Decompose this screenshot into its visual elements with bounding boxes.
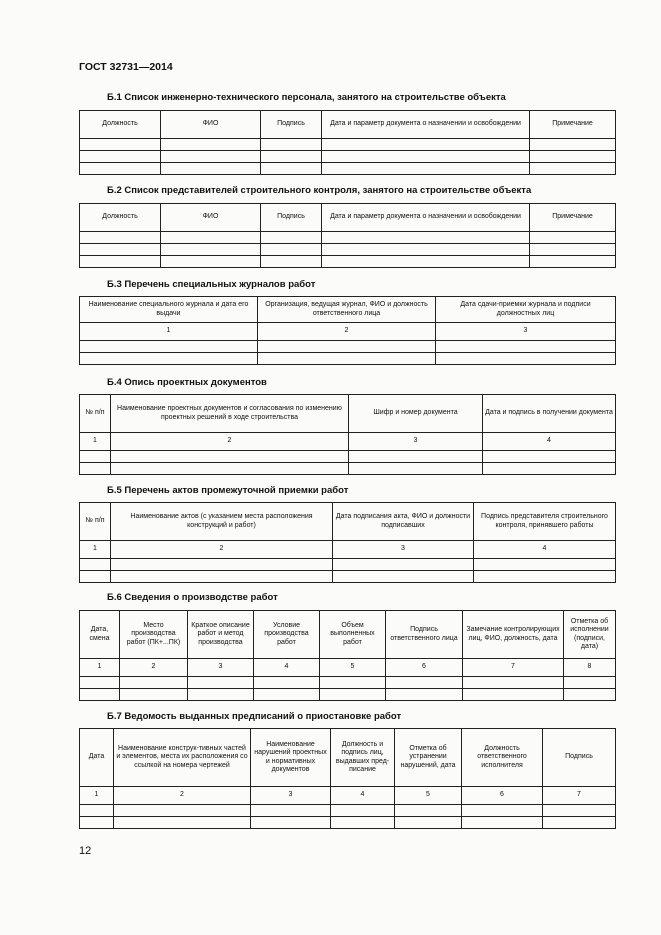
col-header: Подпись [543, 729, 616, 787]
column-number: 4 [254, 659, 320, 677]
column-number: 7 [543, 787, 616, 805]
section-b2-table [79, 203, 616, 268]
table-header-row [80, 111, 616, 139]
section-b6-table [79, 610, 616, 701]
column-number: 1 [80, 323, 258, 341]
col-header: Краткое описание работ и метод производства [188, 611, 254, 659]
col-header: Должность и подпись лиц, выдавших пред-писание [331, 729, 395, 787]
col-header: № п/п [80, 395, 111, 433]
col-header: Примечание [530, 111, 616, 139]
table-row [80, 463, 616, 475]
section-b1-table [79, 110, 616, 175]
col-header: Наименование специального журнала и дата его выдачи [80, 297, 258, 323]
col-header: Дата сдачи-приемки журнала и подписи должностных лиц [436, 297, 616, 323]
col-header: Дата, смена [80, 611, 120, 659]
table-row [80, 151, 616, 163]
table-row [80, 139, 616, 151]
table-header-row [80, 204, 616, 232]
column-number: 6 [386, 659, 463, 677]
col-header: № п/п [80, 503, 111, 541]
col-header: Наименование актов (с указанием места расположения конструкций и работ) [111, 503, 333, 541]
column-number: 2 [120, 659, 188, 677]
column-number: 3 [188, 659, 254, 677]
column-number: 2 [114, 787, 251, 805]
col-header: Наименование нарушений проектных и нормативных документов [251, 729, 331, 787]
col-header: Подпись представителя строительного контроля, принявшего работы [474, 503, 616, 541]
section-b5-table [79, 502, 616, 583]
table-row [80, 559, 616, 571]
column-number-row [80, 787, 616, 805]
column-number-row [80, 323, 616, 341]
column-number: 3 [333, 541, 474, 559]
column-number: 8 [564, 659, 616, 677]
page-number: 12 [79, 845, 92, 857]
column-number: 2 [111, 433, 349, 451]
section-b1-title: Б.1 Список инженерно-технического персонала, занятого на строительстве объекта [107, 92, 506, 103]
column-number: 5 [395, 787, 462, 805]
column-number-row [80, 659, 616, 677]
table-header-row [80, 503, 616, 541]
table-header-row [80, 395, 616, 433]
section-b6-title: Б.6 Сведения о производстве работ [107, 592, 278, 603]
table-row [80, 677, 616, 689]
col-header: Наименование проектных документов и согласования по изменению проектных решений в ходе строительства [111, 395, 349, 433]
column-number: 7 [463, 659, 564, 677]
column-number: 6 [462, 787, 543, 805]
table-row [80, 817, 616, 829]
col-header: Подпись ответственного лица [386, 611, 463, 659]
col-header: Шифр и номер документа [349, 395, 483, 433]
table-row [80, 256, 616, 268]
table-header-row [80, 611, 616, 659]
table-row [80, 232, 616, 244]
col-header: Отметка об устранении нарушений, дата [395, 729, 462, 787]
col-header: Дата и параметр документа о назначении и освобождении [322, 204, 530, 232]
column-number: 3 [251, 787, 331, 805]
column-number: 4 [474, 541, 616, 559]
table-row [80, 341, 616, 353]
column-number-row [80, 433, 616, 451]
col-header: Подпись [261, 111, 322, 139]
section-b5-title: Б.5 Перечень актов промежуточной приемки работ [107, 485, 349, 496]
table-row [80, 244, 616, 256]
col-header: Дата подписания акта, ФИО и должности подписавших [333, 503, 474, 541]
table-row [80, 353, 616, 365]
table-row [80, 451, 616, 463]
section-b2-title: Б.2 Список представителей строительного контроля, занятого на строительстве объекта [107, 185, 532, 196]
column-number: 1 [80, 787, 114, 805]
section-b3-title: Б.3 Перечень специальных журналов работ [107, 279, 316, 290]
column-number-row [80, 541, 616, 559]
section-b4-title: Б.4 Опись проектных документов [107, 377, 267, 388]
col-header: ФИО [161, 111, 261, 139]
col-header: Дата и параметр документа о назначении и освобождении [322, 111, 530, 139]
col-header: Объем выполненных работ [320, 611, 386, 659]
col-header: Подпись [261, 204, 322, 232]
column-number: 2 [111, 541, 333, 559]
table-row [80, 163, 616, 175]
col-header: Место производства работ (ПК+...ПК) [120, 611, 188, 659]
col-header: Должность [80, 204, 161, 232]
column-number: 4 [331, 787, 395, 805]
table-header-row [80, 297, 616, 323]
table-header-row [80, 729, 616, 787]
column-number: 3 [436, 323, 616, 341]
col-header: Должность ответственного исполнителя [462, 729, 543, 787]
column-number: 1 [80, 541, 111, 559]
col-header: Наименование конструк-тивных частей и элементов, места их расположения со ссылкой на номера чертежей [114, 729, 251, 787]
col-header: Замечание контролирующих лиц, ФИО, должность, дата [463, 611, 564, 659]
col-header: Должность [80, 111, 161, 139]
col-header: Примечание [530, 204, 616, 232]
column-number: 3 [349, 433, 483, 451]
column-number: 1 [80, 659, 120, 677]
column-number: 2 [258, 323, 436, 341]
column-number: 1 [80, 433, 111, 451]
col-header: Условие производства работ [254, 611, 320, 659]
column-number: 4 [483, 433, 616, 451]
col-header: Дата [80, 729, 114, 787]
document-standard-header: ГОСТ 32731—2014 [79, 61, 173, 73]
table-row [80, 805, 616, 817]
section-b3-table [79, 296, 616, 365]
col-header: Отметка об исполнении (подписи, дата) [564, 611, 616, 659]
col-header: Организация, ведущая журнал, ФИО и должность ответственного лица [258, 297, 436, 323]
col-header: ФИО [161, 204, 261, 232]
col-header: Дата и подпись в получении документа [483, 395, 616, 433]
section-b4-table [79, 394, 616, 475]
section-b7-table [79, 728, 616, 829]
table-row [80, 571, 616, 583]
column-number: 5 [320, 659, 386, 677]
section-b7-title: Б.7 Ведомость выданных предписаний о приостановке работ [107, 711, 402, 722]
table-row [80, 689, 616, 701]
